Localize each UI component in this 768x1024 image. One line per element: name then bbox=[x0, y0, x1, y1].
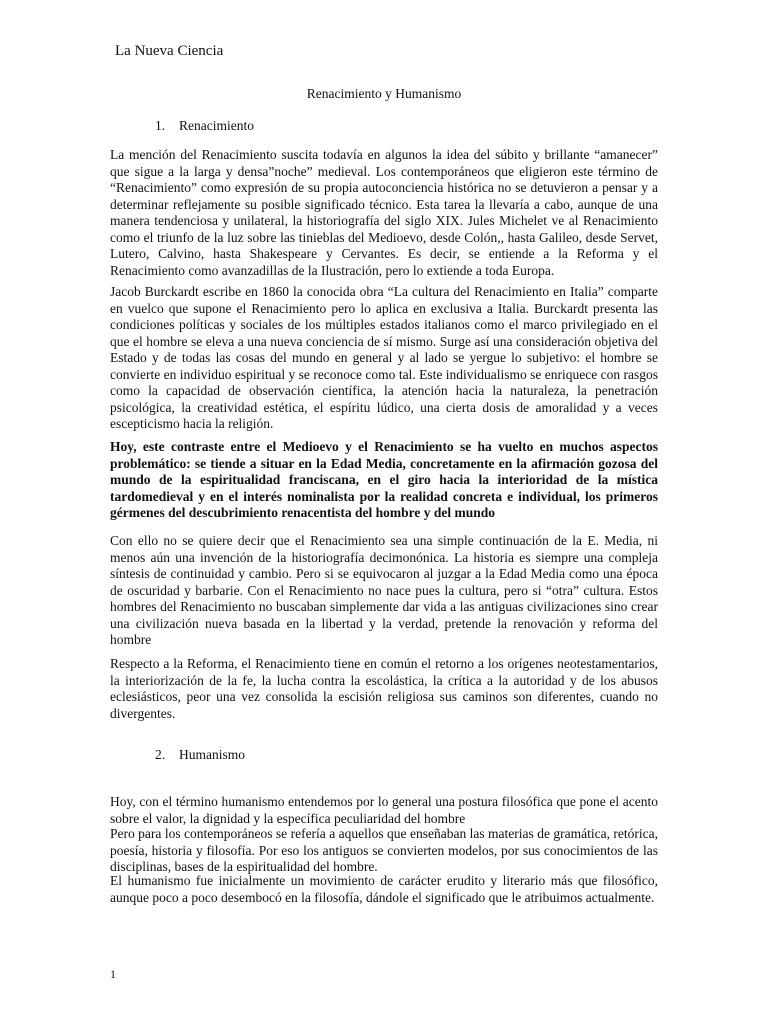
paragraph-humanismo-erudito: El humanismo fue inicialmente un movimiento de carácter erudito y literario más que filosófico, aunque poco a poco desembocó en la filosofía, dándole el significado que le atribuimos actualmente. bbox=[110, 873, 658, 905]
paragraph-continuidad: Con ello no se quiere decir que el Renacimiento sea una simple continuación de la E. Media, ni menos aún una invención de la historiografía decimonónica. La historia es siempre una compleja síntesis de continuidad y cambio. Pero si se equivocaron al juzgar a la Edad Media como una época de oscuridad y barbarie. Con el Renacimiento no nace pues la cultura, pero si “otra” cultura. Estos hombres del Renacimiento no buscaban simplemente dar vida a las antiguas civilizaciones sino crear una civilización nueva basada en la libertad y la verdad, pretende la renovación y reforma del hombre bbox=[110, 533, 658, 647]
section-number: 2. bbox=[155, 747, 166, 762]
section-heading-humanismo bbox=[155, 746, 245, 763]
paragraph-humanismo-def: Hoy, con el término humanismo entendemos por lo general una postura filosófica que pone el acento sobre el valor, la dignidad y la específica peculiaridad del hombre bbox=[110, 794, 658, 826]
paragraph-renacimiento-intro: La mención del Renacimiento suscita todavía en algunos la idea del súbito y brillante “amanecer” que sigue a la larga y densa”noche” medieval. Los contemporáneos que eligieron este término de “Renacimiento” como expresión de su propia autoconciencia histórica no se detuvieron a pensar y a determinar reflejamente su posible significado técnico. Esta tarea la llevaría a cabo, aunque de una manera tendenciosa y unilateral, la historiografía del siglo XIX. Jules Michelet ve al Renacimiento como el triunfo de la luz sobre las tinieblas del Medioevo, desde Colón,, hasta Galileo, desde Servet, Lutero, Calvino, hasta Shakespeare y Cervantes. Es decir, se entiende a la Reforma y el Renacimiento como avanzadillas de la Ilustración, pero lo extiende a toda Europa. bbox=[110, 147, 658, 278]
section-title: Renacimiento bbox=[179, 118, 254, 133]
paragraph-burckardt: Jacob Burckardt escribe en 1860 la conocida obra “La cultura del Renacimiento en Italia” comparte en vuelco que supone el Renacimiento pero lo aplica en exclusiva a Italia. Burckardt presenta las condiciones políticas y sociales de los múltiples estados italianos como el marco privilegiado en el que el hombre se eleva a una nueva conciencia de sí mismo. Surge así una consideración objetiva del Estado y de todas las cosas del mundo en general y al lado se yergue lo subjetivo: el hombre se convierte en individuo espiritual y se reconoce como tal. Este individualismo se enriquece con rasgos como la capacidad de observación científica, la atención hacia la naturaleza, la penetración psicológica, la creatividad estética, el espíritu lúdico, una cierta dosis de amoralidad y a veces escepticismo hacia la religión. bbox=[110, 284, 658, 431]
section-heading-renacimiento bbox=[155, 117, 254, 134]
paragraph-humanismo-contemporaneos: Pero para los contemporáneos se refería a aquellos que enseñaban las materias de gramática, retórica, poesía, historia y filosofía. Por eso los antiguos se convierten modelos, por sus conocimientos de las disciplinas, bases de la espiritualidad del hombre. bbox=[110, 826, 658, 874]
paragraph-reforma: Respecto a la Reforma, el Renacimiento tiene en común el retorno a los orígenes neotestamentarios, la interiorización de la fe, la lucha contra la escolástica, la crítica a la autoridad y de los abusos eclesiásticos, peor una vez consolida la escisión religiosa sus caminos son diferentes, cuando no divergentes. bbox=[110, 656, 658, 721]
section-title: Humanismo bbox=[179, 747, 245, 762]
document-title: Renacimiento y Humanismo bbox=[306, 86, 462, 101]
document-header: La Nueva Ciencia bbox=[115, 43, 224, 59]
page-number: 1 bbox=[110, 967, 116, 981]
section-number: 1. bbox=[155, 118, 166, 133]
paragraph-contraste-bold: Hoy, este contraste entre el Medioevo y el Renacimiento se ha vuelto en muchos aspectos problemático: se tiende a situar en la Edad Media, concretamente en la afirmación gozosa del mundo de la espiritualidad franciscana, en el giro hacia la interioridad de la mística tardomedieval y en el interés nominalista por la realidad concreta e individual, los primeros gérmenes del descubrimiento renacentista del hombre y del mundo bbox=[110, 439, 658, 520]
